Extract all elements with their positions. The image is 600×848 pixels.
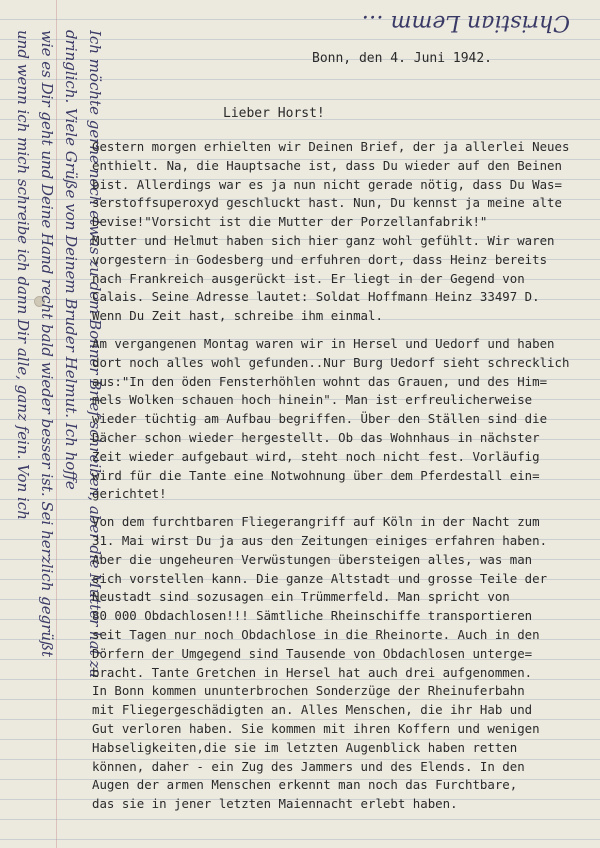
paragraph [92, 138, 592, 326]
text-line: Von dem furchtbaren Fliegerangriff auf Köln in der Nacht zum [92, 514, 540, 530]
margin-handwriting-line: und wenn ich mich schreibe ich dann Dir alle, ganz fein. Von ich [14, 30, 32, 520]
text-line: Mutter und Helmut haben sich hier ganz wohl gefühlt. Wir waren [92, 232, 555, 248]
text-line: dort noch alles wohl gefunden..Nur Burg Uedorf sieht schrecklich [92, 354, 570, 370]
text-line: das sie in jener letzten Maiennacht erlebt haben. [92, 796, 458, 812]
text-line: wird für die Tante eine Notwohnung über dem Pferdestall ein= [92, 467, 540, 483]
text-line: sich vorstellen kann. Die ganze Altstadt und grosse Teile der [92, 570, 548, 586]
text-line: können, daher - ein Zug des Jammers und des Elends. In den [92, 758, 525, 774]
text-line: Wenn Du Zeit hast, schreibe ihm einmal. [92, 308, 383, 324]
text-line: bracht. Tante Gretchen in Hersel hat auch drei aufgenommen. [92, 664, 533, 680]
margin-handwriting-line: dringlich. Viele Grüße von Deinem Bruder Helmut. Ich hoffe [62, 30, 80, 490]
text-line: Dächer schon wieder hergestellt. Ob das Wohnhaus in nächster [92, 429, 540, 445]
text-line: seit Tagen nur noch Obdachlose in die Rheinorte. Auch in den [92, 626, 540, 642]
text-line: mels Wolken schauen hoch hinein". Man ist erfreulicherweise [92, 392, 533, 408]
text-line: aus:"In den öden Fensterhöhlen wohnt das Grauen, und des Him= [92, 373, 548, 389]
letter-body [92, 138, 592, 823]
text-line: Augen der armen Menschen erkennt man noch das Furchtbare, [92, 777, 518, 793]
text-line: Habseligkeiten,die sie im letzten Augenblick haben retten [92, 739, 518, 755]
text-line: Zeit wieder aufgebaut wird, steht noch nicht fest. Vorläufig [92, 448, 540, 464]
margin-handwriting-line: Ich möchte gerne noch etwas zu dem Bonner Brief schreiben, aber die Mutter hat zu [86, 30, 104, 679]
text-line: wieder tüchtig am Aufbau begriffen. Über den Ställen sind die [92, 411, 548, 427]
text-line: Calais. Seine Adresse lautet: Soldat Hoffmann Heinz 33497 D. [92, 289, 540, 305]
text-line: nach Frankreich ausgerückt ist. Er liegt in der Gegend von [92, 270, 525, 286]
text-line: Am vergangenen Montag waren wir in Hersel und Uedorf und haben [92, 335, 555, 351]
top-handwriting: Christian Lemm … [361, 10, 570, 35]
text-line: enthielt. Na, die Hauptsache ist, dass Du wieder auf den Beinen [92, 157, 562, 173]
margin-handwriting-line: wie es Dir geht und Deine Hand recht bald wieder besser ist. Sei herzlich gegrüßt [38, 30, 56, 658]
text-line: gerichtet! [92, 486, 167, 502]
text-line: In Bonn kommen ununterbrochen Sonderzüge der Rheinuferbahn [92, 683, 525, 699]
text-line: 80 000 Obdachlosen!!! Sämtliche Rheinschiffe transportieren [92, 608, 533, 624]
text-line: Gestern morgen erhielten wir Deinen Brief, der ja allerlei Neues [92, 139, 570, 154]
text-line: Neustadt sind sozusagen ein Trümmerfeld. Man spricht von [92, 589, 510, 605]
paragraph [92, 513, 592, 814]
text-line: vorgestern in Godesberg und erfuhren dort, dass Heinz bereits [92, 251, 548, 267]
text-line: Aber die ungeheuren Verwüstungen übersteigen alles, was man [92, 551, 533, 567]
text-line: mit Fliegergeschädigten an. Alles Menschen, die ihr Hab und [92, 702, 533, 718]
text-line: Gut verloren haben. Sie kommen mit ihren Koffern und wenigen [92, 720, 540, 736]
place-date: Bonn, den 4. Juni 1942. [312, 51, 493, 66]
text-line: Dörfern der Umgegend sind Tausende von Obdachlosen unterge= [92, 645, 533, 661]
salutation: Lieber Horst! [223, 106, 325, 121]
paragraph [92, 335, 592, 504]
text-line: bist. Allerdings war es ja nun nicht gerade nötig, dass Du Was= [92, 176, 562, 192]
text-line: serstoffsuperoxyd geschluckt hast. Nun, Du kennst ja meine alte [92, 195, 562, 211]
text-line: 31. Mai wirst Du ja aus den Zeitungen einiges erfahren haben. [92, 532, 548, 548]
text-line: Devise!"Vorsicht ist die Mutter der Porzellanfabrik!" [92, 214, 488, 230]
